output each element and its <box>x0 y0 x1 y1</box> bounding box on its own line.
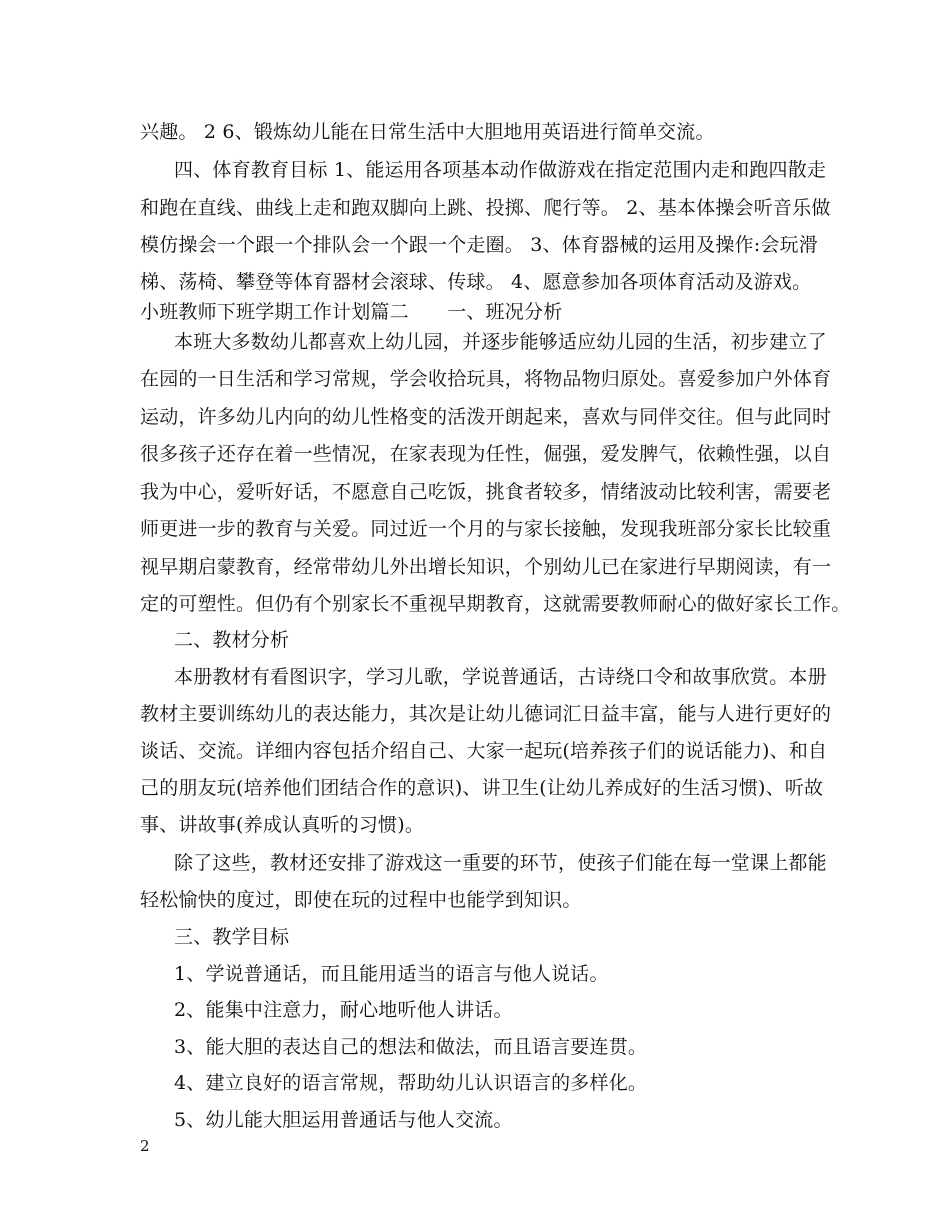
list-item: 5、幼儿能大胆运用普通话与他人交流。 <box>174 1109 513 1131</box>
text-line: 运动，许多幼儿内向的幼儿性格变的活泼开朗起来，喜欢与同伴交往。但与此同时 <box>140 406 832 428</box>
list-item: 4、建立良好的语言常规，帮助幼儿认识语言的多样化。 <box>174 1072 648 1094</box>
text-line: 教材主要训练幼儿的表达能力，其次是让幼儿德词汇日益丰富，能与人进行更好的 <box>140 703 832 725</box>
text-line: 四、体育教育目标 1、能运用各项基本动作做游戏在指定范围内走和跑四散走 <box>174 159 827 181</box>
text-line: 和跑在直线、曲线上走和跑双脚向上跳、投掷、爬行等。 2、基本体操会听音乐做 <box>140 197 831 219</box>
list-item: 2、能集中注意力，耐心地听他人讲话。 <box>174 999 513 1021</box>
text-line: 本册教材有看图识字，学习儿歌，学说普通话，古诗绕口令和故事欣赏。本册 <box>174 666 827 688</box>
text-line: 模仿操会一个跟一个排队会一个跟一个走圈。 3、体育器械的运用及操作:会玩滑 <box>140 234 818 256</box>
text-line: 很多孩子还存在着一些情况，在家表现为任性，倔强，爱发脾气，依赖性强，以自 <box>140 443 832 465</box>
text-line: 己的朋友玩(培养他们团结合作的意识)、讲卫生(让幼儿养成好的生活习惯)、听故 <box>140 777 824 799</box>
text-line: 事、讲故事(养成认真听的习惯)。 <box>140 814 425 836</box>
text-line: 师更进一步的教育与关爱。同过近一个月的与家长接触，发现我班部分家长比较重 <box>140 518 832 540</box>
section-heading: 小班教师下班学期工作计划篇二 一、班况分析 <box>140 301 563 323</box>
list-item: 1、学说普通话，而且能用适当的语言与他人说话。 <box>174 963 609 985</box>
page-number: 2 <box>140 1137 150 1155</box>
text-line: 在园的一日生活和学习常规，学会收拾玩具，将物品物归原处。喜爱参加户外体育 <box>140 368 832 390</box>
text-line: 我为中心，爱听好话，不愿意自己吃饭，挑食者较多，情绪波动比较利害，需要老 <box>140 481 832 503</box>
text-line: 轻松愉快的度过，即使在玩的过程中也能学到知识。 <box>140 889 582 911</box>
text-line: 视早期启蒙教育，经常带幼儿外出增长知识，个别幼儿已在家进行早期阅读，有一 <box>140 556 832 578</box>
text-line: 本班大多数幼儿都喜欢上幼儿园，并逐步能够适应幼儿园的生活，初步建立了 <box>174 331 827 353</box>
text-line: 除了这些，教材还安排了游戏这一重要的环节，使孩子们能在每一堂课上都能 <box>174 852 827 874</box>
section-heading: 三、教学目标 <box>174 926 290 948</box>
text-line: 谈话、交流。详细内容包括介绍自己、大家一起玩(培养孩子们的说话能力)、和自 <box>140 740 828 762</box>
list-item: 3、能大胆的表达自己的想法和做法，而且语言要连贯。 <box>174 1036 648 1058</box>
section-heading: 二、教材分析 <box>174 629 290 651</box>
text-line: 定的可塑性。但仍有个别家长不重视早期教育，这就需要教师耐心的做好家长工作。 <box>140 593 851 615</box>
text-line: 兴趣。 2 6、锻炼幼儿能在日常生活中大胆地用英语进行简单交流。 <box>140 121 715 143</box>
text-line: 梯、荡椅、攀登等体育器材会滚球、传球。 4、愿意参加各项体育活动及游戏。 <box>140 271 812 293</box>
